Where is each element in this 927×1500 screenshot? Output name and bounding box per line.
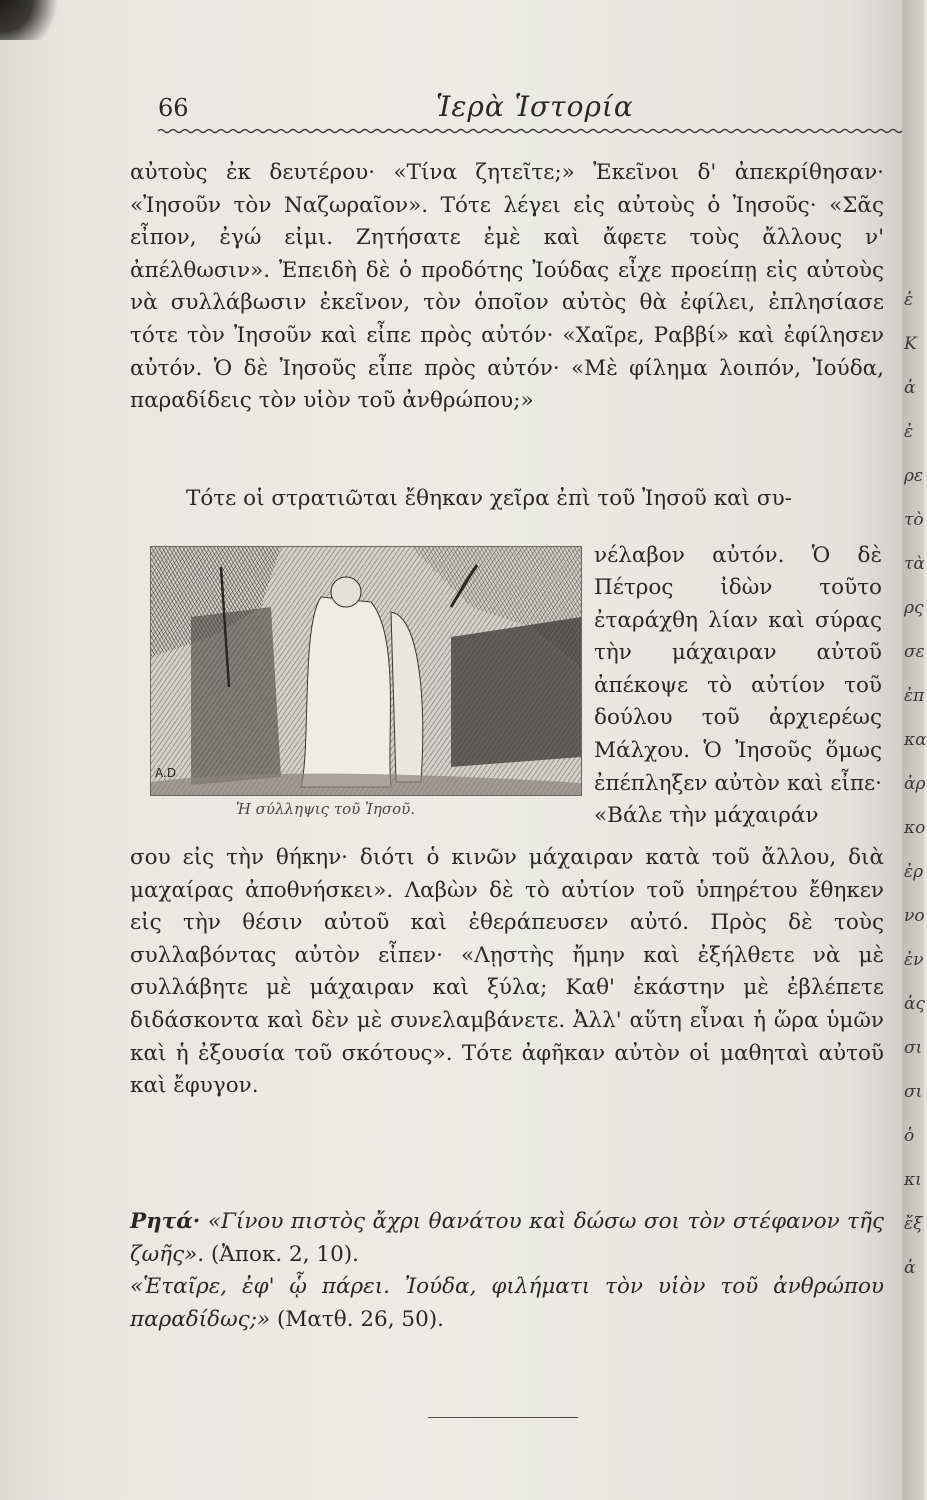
margin-fragment: νο <box>904 906 925 926</box>
sayings-label: Ρητά· <box>130 1209 201 1234</box>
paragraph-2-beside-text: νέλαβον αὐτόν. Ὁ δὲ Πέτρος ἰδὼν τοῦτο ἐταράχθη λίαν καὶ σύρας τὴν μάχαιραν αὐτοῦ ἀπέκοψε τὸ αὐτίον τοῦ δούλου τοῦ ἀρχιερέως Μάλχου. Ὁ Ἰησοῦς ὅμως ἐπέπληξεν αὐτὸν καὶ εἶπε· «Βάλε τὴν μάχαιράν <box>594 542 882 829</box>
margin-fragment: ἐρ <box>904 862 924 882</box>
paragraph-1 <box>130 157 884 418</box>
margin-fragment: ἀς <box>904 994 926 1014</box>
margin-fragment: ἐ <box>904 422 914 442</box>
margin-fragment: Κ <box>904 334 917 354</box>
figure-caption: Ἡ σύλληψις τοῦ Ἰησοῦ. <box>236 800 415 818</box>
quote-2-text: «Ἑταῖρε, ἐφ' ᾧ πάρει. Ἰούδα, φιλήματι τὸν υἱὸν τοῦ ἀνθρώπου παραδίδως;» <box>130 1274 884 1332</box>
margin-fragment: ἔξ <box>904 1214 923 1234</box>
margin-fragment: ἐ <box>904 290 914 310</box>
paragraph-2-rest <box>130 842 884 1103</box>
margin-fragment: σι <box>904 1038 923 1058</box>
margin-fragment: ἀ <box>904 1258 916 1278</box>
sayings-block <box>130 1206 884 1336</box>
paragraph-1-text: αὐτοὺς ἐκ δευτέρου· «Τίνα ζητεῖτε;» Ἐκεῖνοι δ' ἀπεκρίθησαν· «Ἰησοῦν τὸν Ναζωραῖον». Τότε λέγει εἰς αὐτοὺς ὁ Ἰησοῦς· «Σᾶς εἶπον, ἐγώ εἰμι. Ζητήσατε ἐμὲ καὶ ἄφετε τοὺς ἄλλους ν' ἀπέλθωσιν». Ἐπειδὴ δὲ ὁ προδότης Ἰούδας εἶχε προείπῃ εἰς αὐτοὺς νὰ συλλάβωσιν ἐκεῖνον, τὸν ὁποῖον αὐτὸς θὰ ἐφίλει, ἐπλησίασε τότε τὸν Ἰησοῦν καὶ εἶπε πρὸς αὐτόν· «Χαῖρε, Ραββί» καὶ ἐφίλησεν αὐτόν. Ὁ δὲ Ἰησοῦς εἶπε πρὸς αὐτόν· «Μὲ φίλημα λοιπόν, Ἰούδα, παραδίδεις τὸν υἱὸν τοῦ ἀνθρώπου;» <box>130 160 884 414</box>
margin-fragment: ρε <box>904 466 924 486</box>
margin-fragment: ὁ <box>904 1126 915 1146</box>
margin-fragment: σε <box>904 642 925 662</box>
engraving-signature: A.D <box>155 766 177 780</box>
running-title: Ἱερὰ Ἱστορία <box>436 90 634 123</box>
page-number: 66 <box>158 94 189 122</box>
paragraph-2-first-line: Τότε οἱ στρατιῶται ἔθηκαν χεῖρα ἐπὶ τοῦ Ἰησοῦ καὶ συ- <box>186 486 792 511</box>
engraving-arrest-of-jesus <box>150 546 582 796</box>
quote-1-reference: (Ἀποκ. 2, 10). <box>210 1241 359 1267</box>
paragraph-2-start <box>130 483 884 516</box>
margin-fragment: ἀ <box>904 378 916 398</box>
quote-1-text: «Γίνου πιστὸς ἄχρι θανάτου καὶ δώσω σοι τὸν στέφανον τῆς ζωῆς». <box>130 1209 884 1267</box>
margin-fragment: τὸ <box>904 510 924 530</box>
margin-fragment: κο <box>904 818 926 838</box>
engraving-illustration <box>151 547 581 795</box>
margin-fragment: ἐπ <box>904 686 925 706</box>
margin-fragment: σι <box>904 1082 923 1102</box>
end-rule <box>428 1417 578 1418</box>
page-corner-shadow <box>0 0 70 40</box>
quote-2-reference: (Ματθ. 26, 50). <box>276 1306 444 1332</box>
margin-fragment: κι <box>904 1170 922 1190</box>
page-header <box>158 88 898 128</box>
wavy-rule <box>158 126 898 136</box>
paragraph-2-rest-text: σου εἰς τὴν θήκην· διότι ὁ κινῶν μάχαιραν κατὰ τοῦ ἄλλου, διὰ μαχαίρας ἀποθνήσκει». Λαβὼν δὲ τὸ αὐτίον τοῦ ὑπηρέτου ἔθηκεν εἰς τὴν θέσιν αὐτοῦ καὶ ἐθεράπευσεν αὐτό. Πρὸς δὲ τοὺς συλλαβόντας αὐτὸν εἶπεν· «Λῃστὴς ἤμην καὶ ἐξήλθετε νὰ μὲ συλλάβητε μὲ μάχαιραν καὶ ξύλα; Καθ' ἑκάστην μὲ ἐβλέπετε διδάσκοντα καὶ δὲν μὲ συνελαμβάνετε. Ἀλλ' αὕτη εἶναι ἡ ὥρα ὑμῶν καὶ ἡ ἐξουσία τοῦ σκότους». Τότε ἀφῆκαν αὐτὸν οἱ μαθηταὶ αὐτοῦ καὶ ἔφυγον. <box>130 845 884 1099</box>
next-page-edge <box>902 0 927 1500</box>
margin-fragment: κα <box>904 730 927 750</box>
paragraph-2-beside-figure <box>594 518 882 854</box>
margin-fragment: ἀρ <box>904 774 926 794</box>
margin-fragment: ἐν <box>904 950 924 970</box>
margin-fragment: ρς <box>904 598 924 618</box>
margin-fragment: τὰ <box>904 554 925 574</box>
